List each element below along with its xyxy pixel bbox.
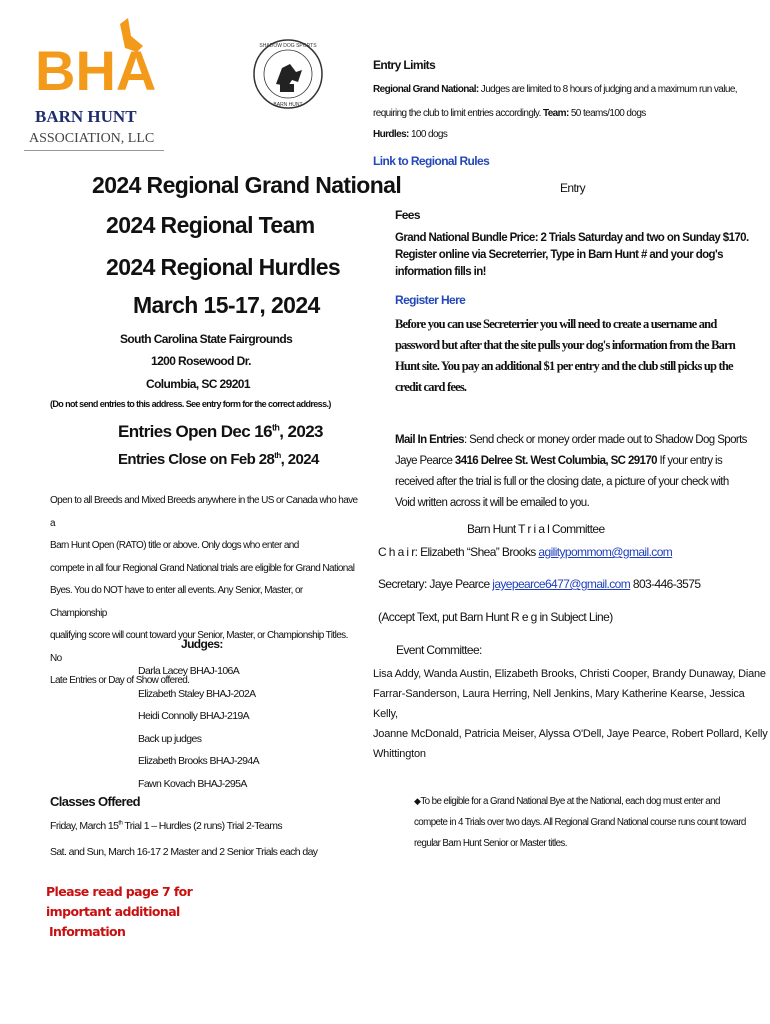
secretary-email-link[interactable]: jayepearce6477@gmail.com (492, 577, 631, 591)
judge-item: Elizabeth Staley BHAJ-202A (138, 687, 256, 700)
logo-divider (24, 150, 164, 151)
title-regional-hurdles: 2024 Regional Hurdles (106, 254, 341, 280)
secretary-label: Secretary: Jaye Pearce (378, 577, 493, 591)
limits-hurdles-line (373, 129, 447, 140)
bundle-line: information fills in! (395, 266, 486, 278)
limits-gn-text: Judges are limited to 8 hours of judging and a maximum run value, (478, 84, 737, 95)
please-read-note (46, 882, 192, 942)
title-regional-team: 2024 Regional Team (106, 212, 315, 238)
venue-street: 1200 Rosewood Dr. (151, 354, 251, 368)
entry-heading: Entry (560, 181, 586, 195)
venue-note: (Do not send entries to this address. See entry form for the correct address.) (50, 399, 331, 409)
logo-bha-text: BHA (35, 39, 157, 102)
committee-line: Farrar-Sanderson, Laura Herring, Nell Jenkins, Mary Katherine Kearse, Jessica Kelly, (373, 688, 745, 720)
chair-line (378, 545, 672, 559)
open-line: compete in all four Regional Grand National trials are eligible for Grand National (50, 562, 355, 574)
mail-line (395, 451, 747, 472)
judge-item: Elizabeth Brooks BHAJ-294A (138, 755, 259, 768)
entries-close-sup: th (274, 451, 281, 460)
venue-name: South Carolina State Fairgrounds (120, 332, 293, 346)
committee-line: Lisa Addy, Wanda Austin, Elizabeth Brooks, Christi Cooper, Brandy Dunaway, Diane (373, 668, 766, 680)
entries-close-text: Entries Close on Feb 28 (118, 451, 275, 468)
logo-association-text: ASSOCIATION, LLC (29, 131, 155, 146)
event-committee-list (373, 664, 770, 764)
limits-team-line (373, 108, 646, 119)
bundle-line: Register online via Secreterrier, Type in Barn Hunt # and your dog's (395, 249, 723, 261)
chair-email-link[interactable]: agilitypommom@gmail.com (538, 545, 673, 559)
before-line: Before you can use Secreterrier you will need to create a username and (395, 317, 717, 331)
limits-hurdles-label: Hurdles: (373, 129, 409, 140)
seal-graphic (252, 38, 324, 110)
classes-weekend: Sat. and Sun, March 16-17 2 Master and 2 Senior Trials each day (50, 846, 318, 858)
bye-line (414, 791, 746, 812)
committee-line: Whittington (373, 748, 426, 760)
before-line: credit card fees. (395, 380, 467, 394)
open-line: Late Entries or Day of Show offered. (50, 675, 190, 686)
entries-open (118, 422, 323, 442)
entries-open-sup: th (271, 422, 280, 433)
bye-line: regular Barn Hunt Senior or Master titles. (414, 838, 567, 849)
chair-label: C h a i r: Elizabeth “Shea” Brooks (378, 545, 539, 559)
committee-line: Joanne McDonald, Patricia Meiser, Alyssa O'Dell, Jaye Pearce, Robert Pollard, Kelly (373, 728, 768, 740)
please-read-line: Please read page 7 for (46, 884, 193, 899)
mail-line: received after the trial is full or the closing date, a picture of your check with (395, 476, 729, 488)
bye-line: compete in 4 Trials over two days. All Regional Grand National course runs count toward (414, 817, 746, 828)
open-line: qualifying score will count toward your Senior, Master, or Championship Titles. No (50, 630, 348, 664)
mail-in-entries (395, 430, 747, 514)
judge-item: Back up judges (138, 732, 202, 745)
open-line: Byes. You do NOT have to enter all events. Any Senior, Master, or Championship (50, 585, 303, 619)
regional-rules-link[interactable]: Link to Regional Rules (373, 154, 490, 168)
please-read-line: Information (49, 924, 126, 939)
please-read-line: important additional (46, 904, 180, 919)
register-here-link[interactable]: Register Here (395, 293, 466, 307)
event-committee-heading: Event Committee: (396, 643, 482, 657)
committee-heading: Barn Hunt T r i a l Committee (467, 522, 605, 536)
accept-text-note: (Accept Text, put Barn Hunt R e g in Subject Line) (378, 610, 613, 624)
limits-gn-text2: requiring the club to limit entries accordingly. (373, 108, 541, 119)
classes-friday (50, 820, 282, 832)
bullet-icon: ◆ (414, 796, 421, 806)
entries-close-year: , 2024 (280, 451, 319, 468)
judges-list (138, 660, 259, 796)
entry-limits-heading: Entry Limits (373, 58, 436, 72)
classes-friday-text: Friday, March 15 (50, 820, 119, 832)
open-line: Barn Hunt Open (RATO) title or above. Only dogs who enter and (50, 540, 299, 551)
bundle-price (395, 230, 749, 281)
judges-heading: Judges: (181, 637, 223, 651)
title-grand-national: 2024 Regional Grand National (92, 172, 402, 198)
mail-name: Jaye Pearce (395, 455, 455, 467)
entries-open-text: Entries Open Dec 16 (118, 422, 272, 441)
bye-text: To be eligible for a Grand National Bye at the National, each dog must enter and (420, 796, 720, 807)
judge-item: Heidi Connolly BHAJ-219A (138, 710, 250, 723)
seal-bottom-text: BARN HUNT (273, 102, 303, 108)
mail-after: If your entry is (656, 455, 723, 467)
shadow-dog-sports-seal (252, 38, 324, 110)
venue-city: Columbia, SC 29201 (146, 377, 250, 391)
limits-gn-label: Regional Grand National: (373, 84, 479, 95)
grand-national-bye-note (414, 791, 746, 854)
limits-team-text: 50 teams/100 dogs (568, 108, 646, 119)
mail-address: 3416 Delree St. West Columbia, SC 29170 (454, 455, 657, 467)
title-dates: March 15-17, 2024 (133, 292, 320, 318)
limits-gn-line (373, 84, 737, 95)
judge-item: Fawn Kovach BHAJ-295A (138, 777, 247, 790)
entries-close (118, 451, 319, 468)
entries-open-year: , 2023 (279, 422, 323, 441)
limits-team-label: Team: (540, 108, 569, 119)
mail-text: : Send check or money order made out to Shadow Dog Sports (463, 434, 747, 446)
secretary-line (378, 577, 700, 591)
bha-logo (25, 18, 160, 148)
bha-logo-graphic (25, 18, 160, 148)
open-line: Open to all Breeds and Mixed Breeds anywhere in the US or Canada who have a (50, 495, 358, 529)
secretary-phone: 803-446-3575 (630, 577, 701, 591)
classes-heading: Classes Offered (50, 794, 140, 809)
limits-hurdles-text: 100 dogs (408, 129, 448, 140)
bundle-line: Grand National Bundle Price: 2 Trials Saturday and two on Sunday $170. (395, 232, 749, 244)
logo-barn-hunt-text: BARN HUNT (35, 107, 137, 126)
fees-heading: Fees (395, 208, 420, 222)
mail-line: Void written across it will be emailed to you. (395, 497, 590, 509)
classes-friday-sup: th (118, 820, 123, 827)
seal-top-text: SHADOW DOG SPORTS (259, 43, 317, 49)
before-line: Hunt site. You pay an additional $1 per entry and the club still picks up the (395, 359, 733, 373)
mail-label: Mail In Entries (395, 434, 464, 446)
judge-item: Darla Lacey BHAJ-106A (138, 665, 240, 677)
before-line: password but after that the site pulls your dog's information from the Barn (395, 338, 736, 352)
mail-line (395, 430, 747, 451)
secreterrier-paragraph (395, 314, 735, 398)
classes-friday-trials: Trial 1 – Hurdles (2 runs) Trial 2-Teams (122, 820, 283, 832)
